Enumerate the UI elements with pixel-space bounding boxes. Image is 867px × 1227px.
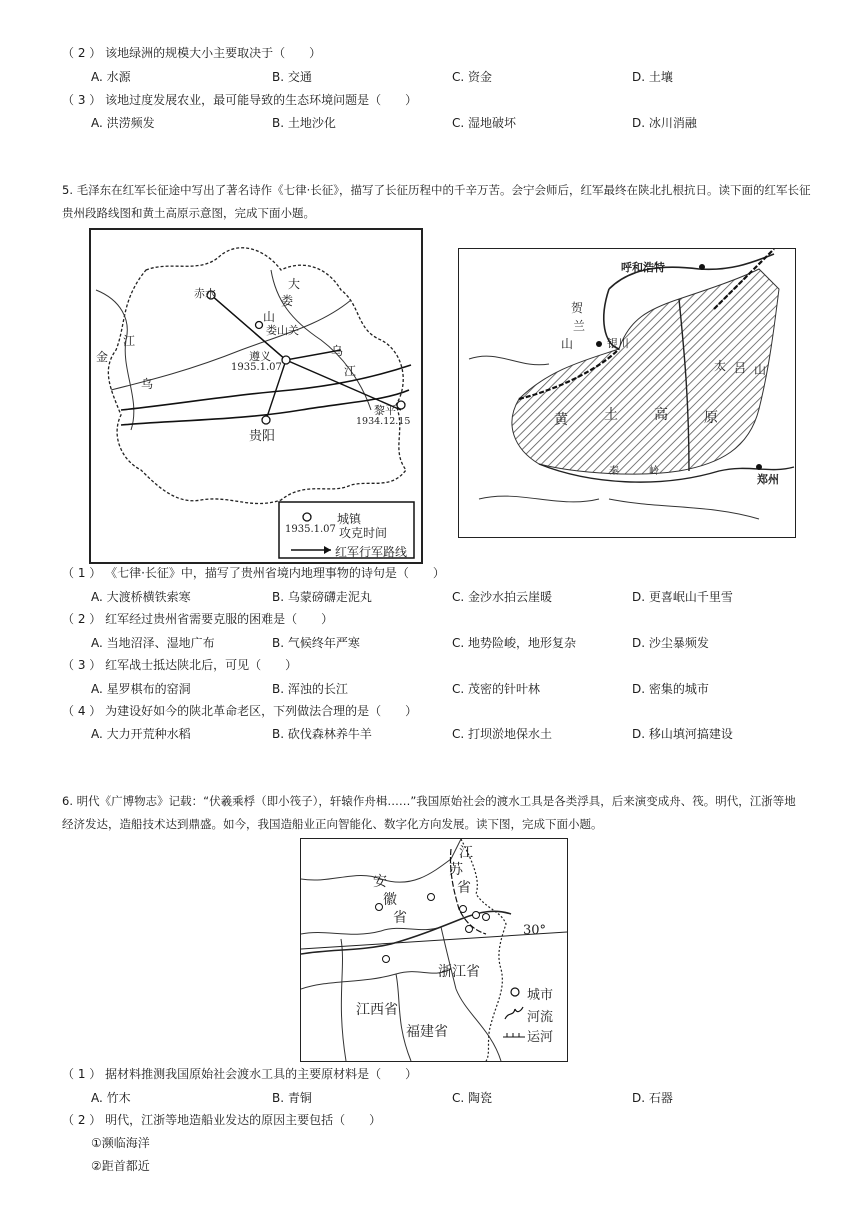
label-zunyi: 遵义: [249, 350, 271, 363]
q6-intro-line2: 经济发达，造船技术达到鼎盛。如今，我国造船业正向智能化、数字化方向发展。读下图，完成下面小题。: [62, 817, 603, 831]
label-yuan: 原: [704, 410, 718, 426]
q6-intro-line1: 6. 明代《广博物志》记载：“伏羲乘桴（即小筏子），轩辕作舟楫……”我国原始社会的渡水工具是各类浮具，后来演变成舟、筏。明代，江浙等地: [62, 794, 796, 808]
q4-s2-option-d: D. 土壤: [632, 70, 673, 84]
label-hohhot: 呼和浩特: [621, 261, 665, 274]
label-jiangxi: 江西省: [356, 1002, 398, 1018]
legend-date-label: 攻克时间: [339, 526, 388, 540]
q5-s1-option-c: C. 金沙水拍云崖暖: [452, 590, 553, 604]
q5-s3-option-c: C. 茂密的针叶林: [452, 682, 541, 696]
q6-s1-option-b: B. 青铜: [272, 1091, 312, 1105]
label-yinchuan: 银川: [607, 337, 629, 350]
q4-s3-option-b: B. 土地沙化: [272, 116, 336, 130]
q5-s2-option-a: A. 当地沼泽、湿地广布: [91, 636, 215, 650]
legend-city-label: 城市: [527, 988, 554, 1003]
q6-s1-option-a: A. 竹木: [91, 1091, 131, 1105]
label-loushanguan: 娄山关: [266, 324, 299, 337]
q5-s4-option-b: B. 砍伐森林养牛羊: [272, 727, 372, 741]
q5-s1-option-a: A. 大渡桥横铁索寒: [91, 590, 191, 604]
label-chishui: 赤水: [194, 287, 216, 300]
q6-s1-option-d: D. 石器: [632, 1091, 673, 1105]
label-zhejiang: 浙江省: [438, 964, 480, 980]
label-liping-date: 1934.12.15: [356, 416, 411, 427]
label-jiangsu-2: 苏: [449, 862, 463, 878]
q5-s3-option-b: B. 浑浊的长江: [272, 682, 348, 696]
long-march-route-map: [89, 228, 423, 564]
label-shan-he: 山: [561, 337, 574, 351]
label-fujian: 福建省: [406, 1024, 448, 1040]
label-ling: 岭: [649, 466, 659, 477]
q4-s3-option-a: A. 洪涝频发: [91, 116, 155, 130]
label-tai: 太: [714, 359, 727, 373]
q5-s4-option-a: A. 大力开荒种水稻: [91, 727, 191, 741]
label-anhui-2: 徽: [383, 892, 397, 908]
label-lv: 吕: [734, 361, 747, 375]
q4-s2-option-c: C. 资金: [452, 70, 493, 84]
q6-s2-item-1: ①濒临海洋: [91, 1136, 150, 1150]
label-anhui-3: 省: [393, 910, 407, 926]
legend-canal-label: 运河: [527, 1030, 554, 1045]
q5-s3-option-a: A. 星罗棋布的窑洞: [91, 682, 191, 696]
legend-city-label: 城镇: [337, 512, 362, 526]
label-jiangsu-3: 省: [457, 880, 471, 896]
q5-s4-option-c: C. 打坝淤地保水土: [452, 727, 553, 741]
q5-s3-option-d: D. 密集的城市: [632, 682, 709, 696]
label-gao: 高: [654, 407, 668, 423]
label-zunyi-date: 1935.1.07: [231, 362, 282, 373]
jiangzhe-map: [300, 838, 568, 1062]
q4-s2-option-b: B. 交通: [272, 70, 312, 84]
label-qin: 秦: [609, 466, 619, 477]
q5-intro-line1: 5. 毛泽东在红军长征途中写出了著名诗作《七律·长征》，描写了长征历程中的千辛万苦。会宁会师后，红军最终在陕北扎根抗日。读下面的红军长征: [62, 183, 811, 197]
q5-s2-stem: （ 2 ） 红军经过贵州省需要克服的困难是（ ）: [62, 612, 334, 626]
label-he: 贺: [571, 301, 584, 315]
label-anhui-1: 安: [373, 874, 387, 890]
q6-s2-stem: （ 2 ） 明代，江浙等地造船业发达的原因主要包括（ ）: [62, 1113, 382, 1127]
q6-s2-item-2: ②距首都近: [91, 1159, 150, 1173]
q5-s4-stem: （ 4 ） 为建设好如今的陕北革命老区，下列做法合理的是（ ）: [62, 704, 418, 718]
q4-s2-stem: （ 2 ） 该地绿洲的规模大小主要取决于（ ）: [62, 46, 322, 60]
q4-s2-option-a: A. 水源: [91, 70, 131, 84]
label-huang: 黄: [554, 412, 568, 428]
legend-river-label: 河流: [527, 1010, 554, 1025]
q5-s2-option-c: C. 地势险峻，地形复杂: [452, 636, 577, 650]
loess-map-drawing: [459, 249, 795, 537]
label-jin: 金: [96, 350, 109, 364]
q4-s3-stem: （ 3 ） 该地过度发展农业，最可能导致的生态环境问题是（ ）: [62, 93, 418, 107]
label-shan-tai: 山: [754, 363, 767, 377]
label-latitude: 30°: [523, 923, 547, 938]
q5-s4-option-d: D. 移山填河搞建设: [632, 727, 733, 741]
label-wu-2: 乌: [141, 377, 154, 391]
label-zhengzhou: 郑州: [757, 473, 779, 486]
label-da: 大: [288, 277, 301, 291]
q5-intro-line2: 贵州段路线图和黄土高原示意图，完成下面小题。: [62, 206, 315, 220]
label-tu: 土: [604, 407, 618, 423]
label-liping: 黎平: [374, 404, 396, 417]
label-lou: 娄: [281, 294, 294, 308]
q5-s2-option-d: D. 沙尘暴频发: [632, 636, 709, 650]
label-jiang-2: 江: [123, 334, 136, 348]
legend-date: 1935.1.07: [285, 524, 336, 535]
q6-s1-option-c: C. 陶瓷: [452, 1091, 493, 1105]
q5-s1-stem: （ 1 ） 《七律·长征》中，描写了贵州省境内地理事物的诗句是（ ）: [62, 566, 445, 580]
q5-s2-option-b: B. 气候终年严寒: [272, 636, 360, 650]
q5-s3-stem: （ 3 ） 红军战士抵达陕北后，可见（ ）: [62, 658, 298, 672]
label-shan: 山: [263, 310, 276, 324]
q4-s3-option-c: C. 湿地破坏: [452, 116, 517, 130]
q5-s1-option-d: D. 更喜岷山千里雪: [632, 590, 733, 604]
loess-plateau-map: [458, 248, 796, 538]
legend-route-label: 红军行军路线: [335, 545, 408, 559]
q4-s3-option-d: D. 冰川消融: [632, 116, 697, 130]
label-jiangsu-1: 江: [459, 845, 473, 861]
q6-s1-stem: （ 1 ） 据材料推测我国原始社会渡水工具的主要原材料是（ ）: [62, 1067, 418, 1081]
label-jiang-1: 江: [344, 364, 357, 378]
label-lan: 兰: [573, 319, 586, 333]
label-wu-1: 乌: [331, 344, 344, 358]
q5-s1-option-b: B. 乌蒙磅礴走泥丸: [272, 590, 372, 604]
label-guiyang: 贵阳: [249, 429, 276, 444]
route-map-drawing: [91, 230, 421, 562]
